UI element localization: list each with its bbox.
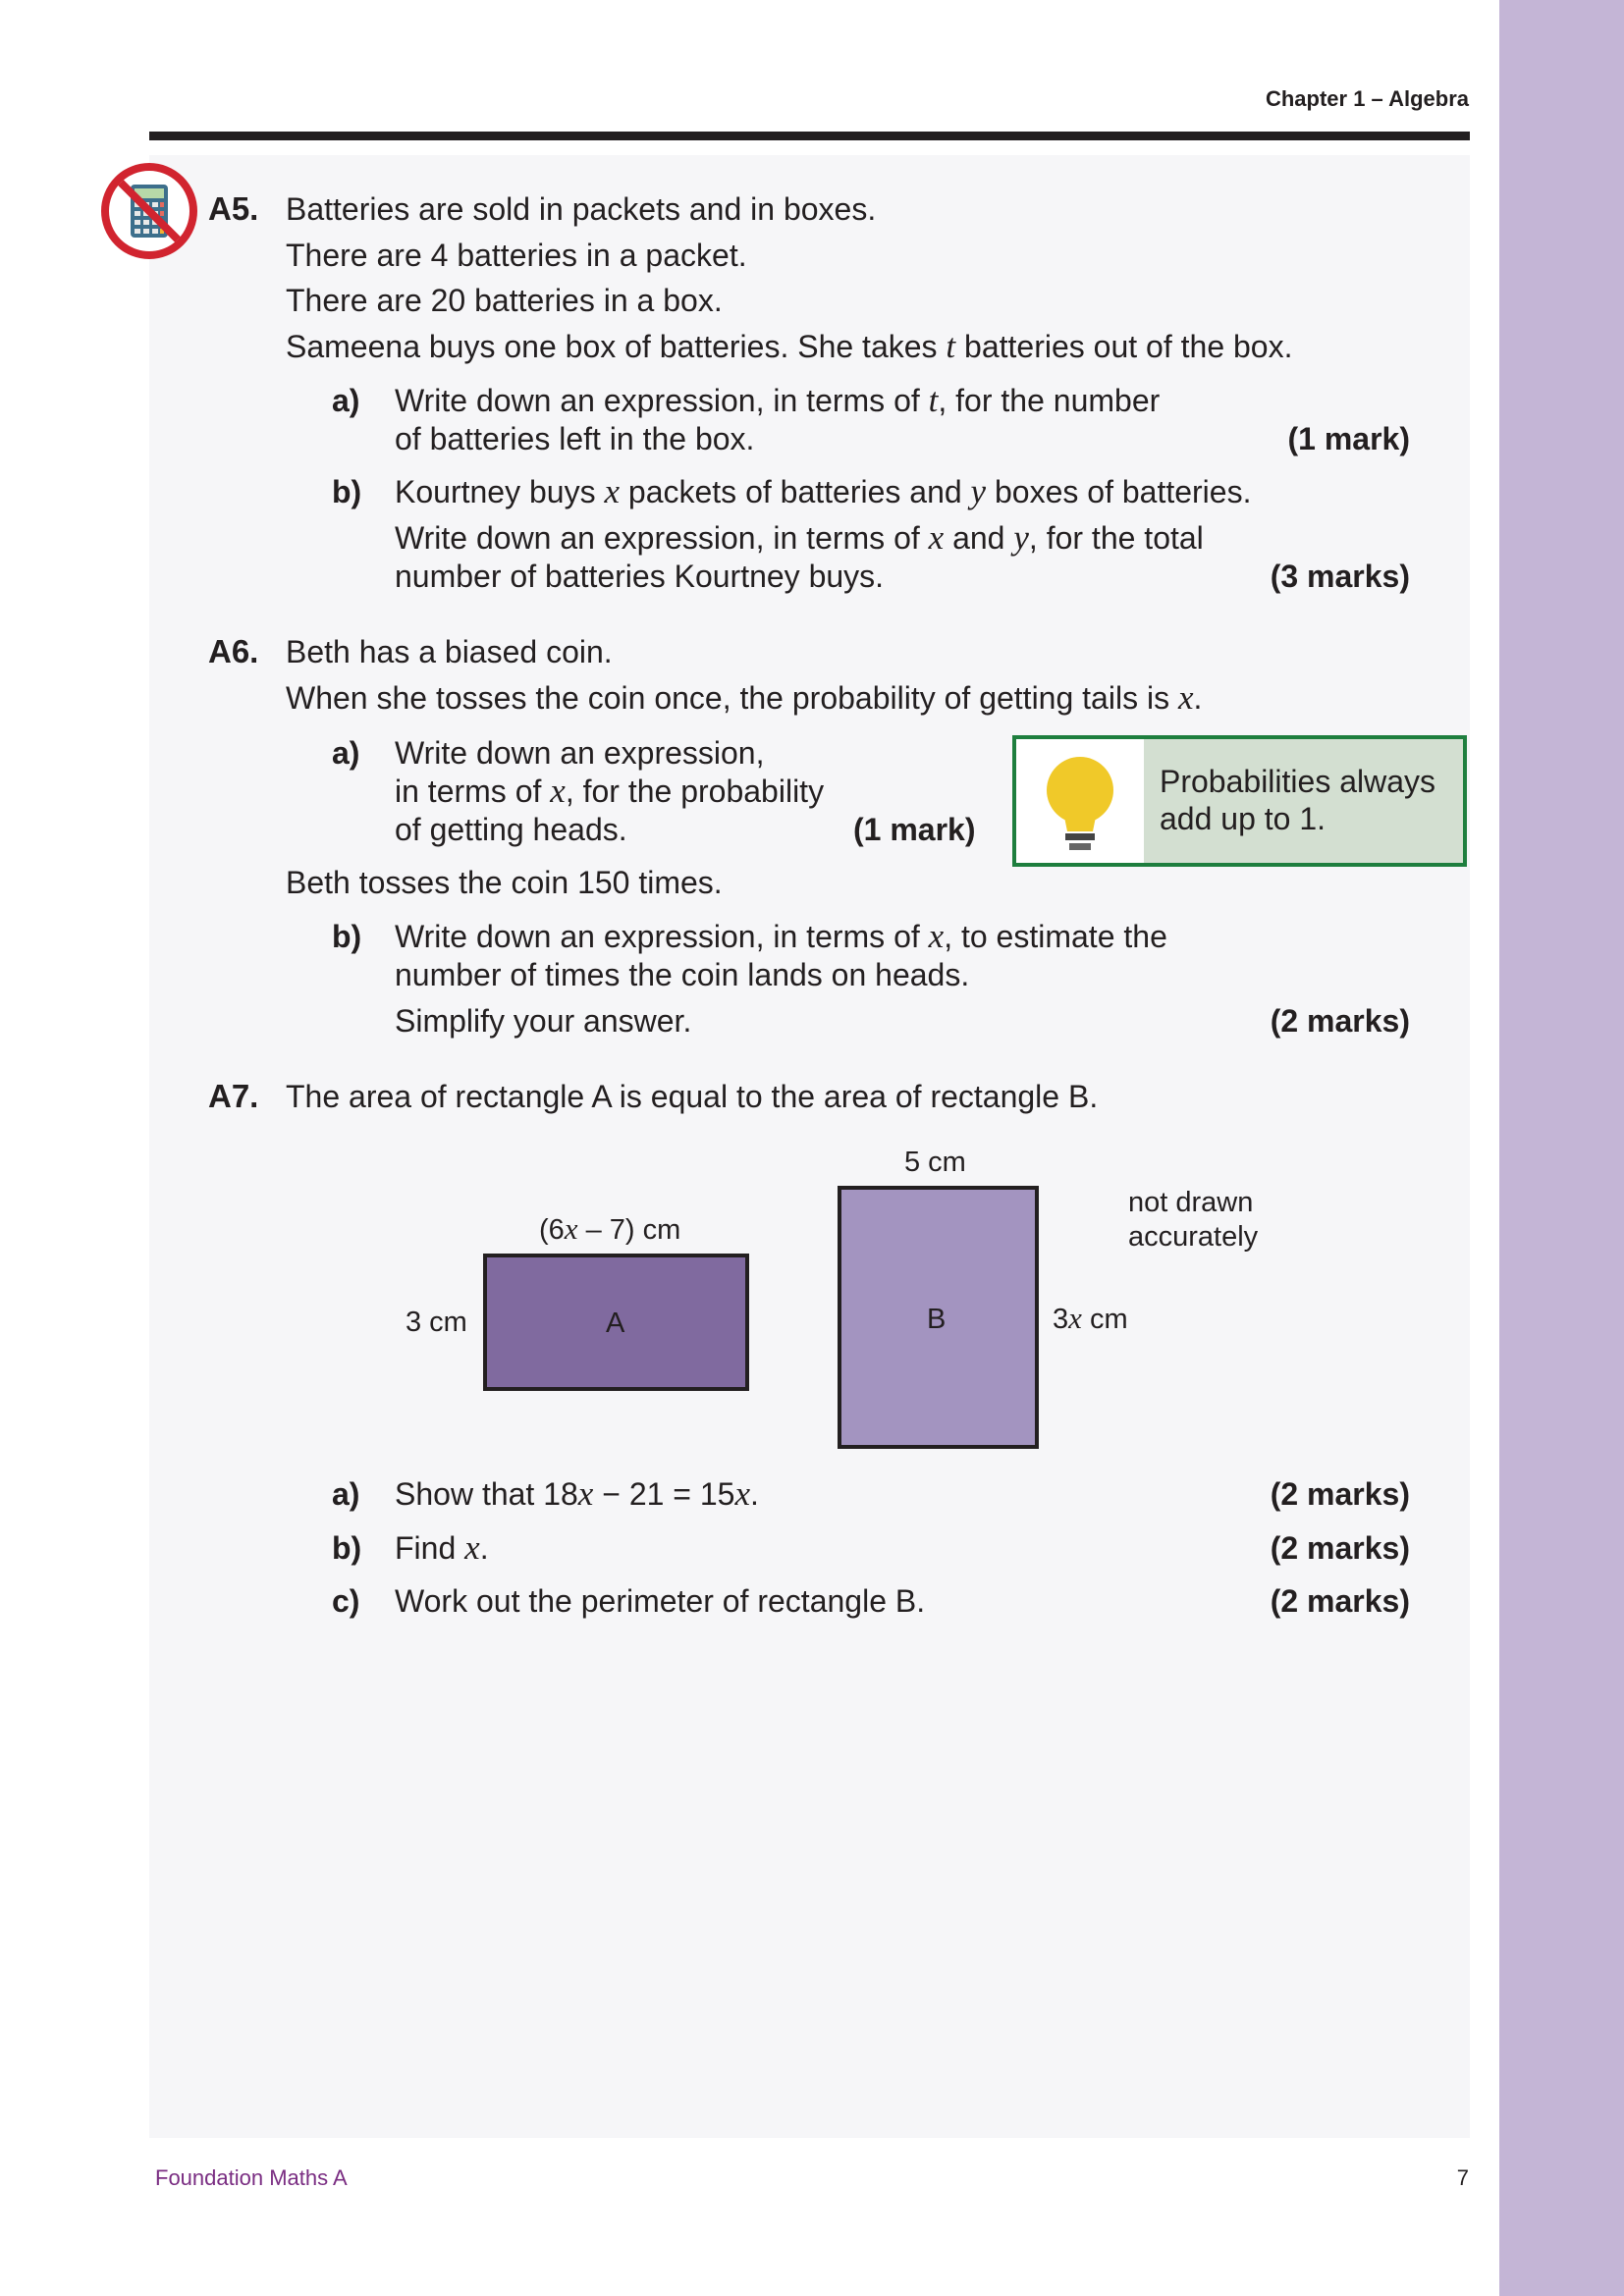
a6-part-a-label: a) xyxy=(332,735,360,771)
a5-part-a-label: a) xyxy=(332,383,360,418)
question-number-a6: A6. xyxy=(208,633,259,669)
a6-part-a-line-2: in terms of x, for the probability xyxy=(395,772,825,810)
a5-part-b-line-3: number of batteries Kourtney buys. xyxy=(395,559,885,594)
not-drawn-accurately-line-1: not drawn xyxy=(1128,1187,1254,1218)
a6-part-a-line-3: of getting heads. xyxy=(395,812,627,847)
no-calculator-icon xyxy=(99,161,199,261)
footer-book-title: Foundation Maths A xyxy=(155,2165,348,2190)
a7-part-b-label: b) xyxy=(332,1530,362,1566)
rectangle-b-label: B xyxy=(927,1304,947,1335)
a6-part-b-marks: (2 marks) xyxy=(1270,1003,1410,1039)
hint-icon-area xyxy=(1016,739,1144,863)
a7-part-b-text: Find x. xyxy=(395,1528,489,1567)
hint-text: Probabilities always add up to 1. xyxy=(1160,764,1436,836)
a6-part-b-label: b) xyxy=(332,919,362,954)
a5-part-a-line-2: of batteries left in the box. xyxy=(395,421,755,456)
question-number-a5: A5. xyxy=(208,190,259,227)
footer-page-number: 7 xyxy=(1456,2165,1469,2190)
question-number-a7: A7. xyxy=(208,1078,259,1114)
a5-line-4: Sameena buys one box of batteries. She takes t batteries out of the box. xyxy=(286,327,1293,365)
a7-part-c-marks: (2 marks) xyxy=(1270,1583,1410,1619)
rectangle-b xyxy=(838,1186,1039,1449)
a6-part-a-line-1: Write down an expression, xyxy=(395,735,765,771)
a7-line-1: The area of rectangle A is equal to the area of rectangle B. xyxy=(286,1079,1099,1114)
a6-part-b-line-1: Write down an expression, in terms of x, to estimate the xyxy=(395,917,1167,955)
rect-a-width-label: (6x – 7) cm xyxy=(539,1211,681,1246)
purple-sidebar xyxy=(1499,0,1624,2296)
rectangle-a-label: A xyxy=(606,1308,625,1339)
rect-b-width-label: 5 cm xyxy=(904,1147,966,1178)
a5-line-3: There are 20 batteries in a box. xyxy=(286,283,723,318)
rect-a-height-label: 3 cm xyxy=(406,1307,467,1338)
a7-part-c-label: c) xyxy=(332,1583,360,1619)
a7-part-a-text: Show that 18x − 21 = 15x. xyxy=(395,1474,759,1513)
a7-part-a-label: a) xyxy=(332,1476,360,1512)
chapter-title: Chapter 1 – Algebra xyxy=(1265,86,1469,111)
a6-line-1: Beth has a biased coin. xyxy=(286,634,613,669)
a6-part-a-marks: (1 mark) xyxy=(853,812,976,847)
a6-line-3: Beth tosses the coin 150 times. xyxy=(286,865,723,900)
not-drawn-accurately-line-2: accurately xyxy=(1128,1221,1259,1253)
a6-line-2: When she tosses the coin once, the probability of getting tails is x. xyxy=(286,678,1203,717)
a5-part-b-marks: (3 marks) xyxy=(1270,559,1410,594)
content-panel xyxy=(149,155,1470,2138)
a5-part-b-line-1: Kourtney buys x packets of batteries and y boxes of batteries. xyxy=(395,472,1252,510)
a7-part-c-text: Work out the perimeter of rectangle B. xyxy=(395,1583,926,1619)
rectangle-a xyxy=(483,1254,749,1391)
a5-part-b-line-2: Write down an expression, in terms of x and y, for the total xyxy=(395,518,1204,557)
lightbulb-icon xyxy=(1016,739,1144,863)
header-rule xyxy=(149,132,1470,140)
rect-b-height-label: 3x cm xyxy=(1053,1301,1128,1335)
a5-line-1: Batteries are sold in packets and in boxes. xyxy=(286,191,877,227)
a6-part-b-line-3: Simplify your answer. xyxy=(395,1003,692,1039)
a6-part-b-line-2: number of times the coin lands on heads. xyxy=(395,957,970,992)
a5-part-b-label: b) xyxy=(332,474,362,509)
a7-part-a-marks: (2 marks) xyxy=(1270,1476,1410,1512)
a5-part-a-line-1: Write down an expression, in terms of t, for the number xyxy=(395,381,1161,419)
a5-part-a-marks: (1 mark) xyxy=(1287,421,1410,456)
a5-line-2: There are 4 batteries in a packet. xyxy=(286,238,747,273)
hint-box xyxy=(1012,735,1467,867)
a7-part-b-marks: (2 marks) xyxy=(1270,1530,1410,1566)
